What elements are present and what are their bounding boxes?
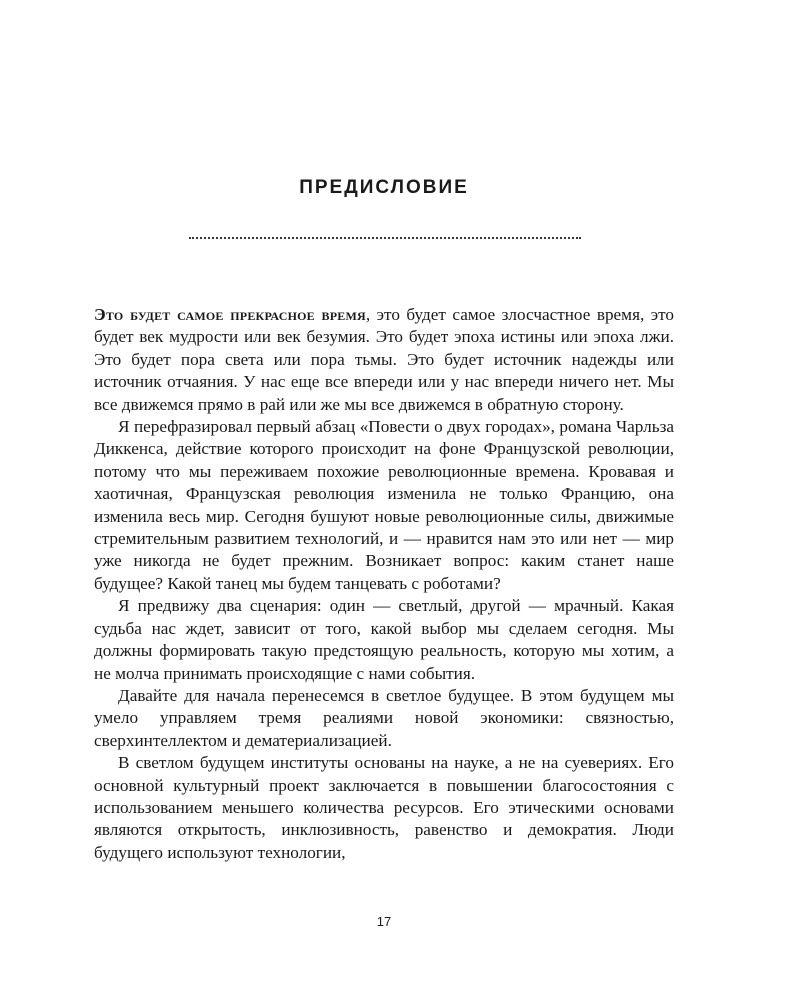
dotted-divider [189,237,581,239]
chapter-body [94,304,674,864]
paragraph-1-text: , это будет самое злосчастное время, это будет век мудрости или век безумия. Это будет эпоха истины или эпоха лжи. Это будет пора света или пора тьмы. Это будет источник надежды или источник отчаяния. У нас еще все впереди или у нас впереди ничего нет. Мы все движемся прямо в рай или же мы все движемся в обратную сторону. [94,305,675,414]
paragraph-3: Я предвижу два сценария: один — светлый, другой — мрачный. Какая судьба нас ждет, зависит от того, какой выбор мы сделаем сегодня. Мы должны формировать такую предстоящую реальность, которую мы хотим, а не молча принимать происходящие с нами события. [94,596,674,683]
lead-in-text: Это будет самое прекрасное время [94,305,366,324]
paragraph-5: В светлом будущем институты основаны на науке, а не на суевериях. Его основной культурный проект заключается в повышении благосостояния с использованием меньшего количества ресурсов. Его этическими основами являются открытость, инклюзивность, равенство и демократия. Люди будущего используют технологии, [94,753,674,862]
paragraph-1 [94,304,674,416]
paragraph-4: Давайте для начала перенесемся в светлое будущее. В этом будущем мы умело управляем тремя реалиями новой экономики: связностью, сверхинтеллектом и дематериализацией. [94,685,674,750]
page-number: 17 [376,914,392,929]
chapter-title: ПРЕДИСЛОВИЕ [299,177,469,198]
paragraph-2: Я перефразировал первый абзац «Повести о двух городах», романа Чарльза Диккенса, действие которого происходит на фоне Французской революции, потому что мы переживаем похожие революционные времена. Кровавая и хаотичная, Французская революция изменила не только Францию, она изменила весь мир. Сегодня бушуют новые революционные силы, движимые стремительным развитием технологий, и — нравится нам это или нет — мир уже никогда не будет прежним. Возникает вопрос: каким станет наше будущее? Какой танец мы будем танцевать с роботами? [94,417,674,593]
